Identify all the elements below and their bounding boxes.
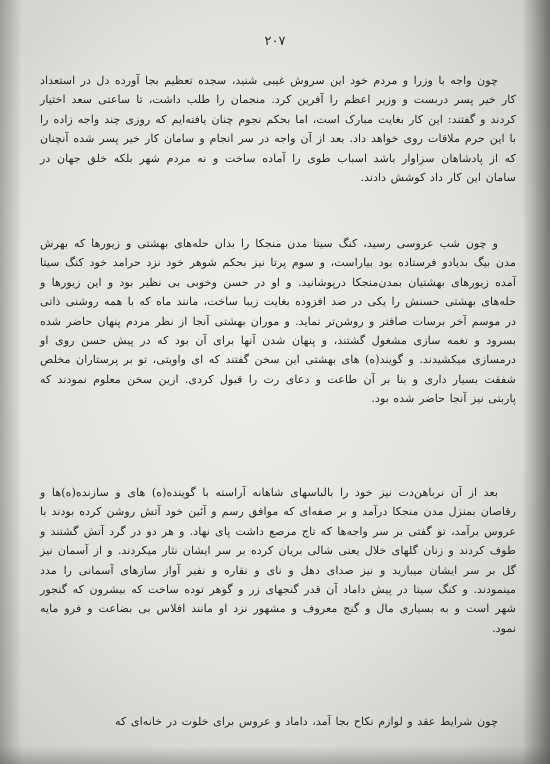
page-number: ۲۰۷ bbox=[264, 34, 286, 49]
paragraph-1-block bbox=[40, 71, 516, 187]
paragraph-2: و چون شب عروسی رسید، کنگ سیتا مدن منجکا را بدان حله‌های بهشتی و زیورها که بهرش مدن بیگ بدیادو فرستاده بود بیاراست، و سوم پرتا نیز بحکم شوهر خود نزد حرامد خود کنگ سیتا آمده زیورهای بهشتیان بمدن‌منجکا درپوشانید. و او در حسن وخوبی بی نظیر بود و این زیورها و حله‌های بهشتی حسنش را یکی در صد افزوده بغایت زیبا ساخت، مانند ماه که با همه روشنی ذاتی در موسم آخر برسات صافتر و روشن‌تر نماید. و موران بهشتی آنجا از نظر مردم پنهان حاضر شده بسرود و نغمه سازی مشغول گشتند، و پنهان شدن آنها برای آن بود که در پیش حسن روی او درمسازی میکشیدند. و گویند(ه) های بهشتی این سخن گفتند که ای واویتی، تو بر پرستاران مخلص شفقت بسیار داری و بنا بر آن طاعت و دعای رت را قبول کردی. ازین سخن معلوم نمودند که پاربتی نیز آنجا حاضر شده بود. bbox=[40, 237, 516, 406]
paragraph-3-block bbox=[40, 483, 516, 638]
paragraph-2-block bbox=[40, 234, 516, 409]
page-right-edge-shadow bbox=[522, 0, 550, 764]
paragraph-1: چون واجه با وزرا و مردم خود این سروش غیبی شنید، سجده تعظیم بجا آورده دل در استعداد کار خیر پسر دربست و وزیر اعظم را آفرین کرد. منجمان را طلب داشت، تا ساعتی سعد اختیار کردند و گفتند: این کار بغایت مبارک است، اما بحکم نجوم چنان یافته‌ایم که روزی چند واجه زاده را با این حرم ملاقات روی خواهد داد. بعد از آن واجه در سر انجام و سامان کار خیر پسر شده آنچنان که از پادشاهان سزاوار باشد اسباب طوی را آماده ساخت و نه مردم شهر بلکه خلق جهان در سامان این کار داد کوشش دادند. bbox=[40, 74, 516, 185]
paragraph-4: چون شرایط عقد و لوازم نکاح بجا آمد، داماد و عروس برای خلوت در خانه‌ای که bbox=[114, 715, 498, 728]
paragraph-4-block bbox=[40, 712, 516, 731]
page-bottom-edge-shadow bbox=[0, 746, 550, 764]
page-left-edge-shadow bbox=[0, 0, 22, 764]
paragraph-3: بعد از آن نرباهن‌دت نیز خود را بالباسهای شاهانه آراسته با گوینده(ه) های و سازنده(ه)ها و رقاصان بمنزل مدن منجکا درآمد و بر صفه‌ای که موافق رسم و آئین خود آتش روشن کرده بودند با عروس برآمد، تو گفتی بر سر واجه‌ها که تاج مرصع داشت پای نهاد. و هر دو در گرد آتش گشتند و طوف کردند و زنان گلهای خلال یعنی شالی بریان کرده بر سر ایشان نثار میکردند. و از آسمان نیز گل بر سر ایشان میبارید و نیز صدای دهل و نای و نقاره و نفیر آواز سازهای آسمانی را مدد مینمودند. و کنگ سیتا در پیش داماد آن قدر گنجهای زر و گوهر توده ساخت که بیشرون که گنجور شهر است و به بسیاری مال و گنج معروف و مشهور نزد او مانند افلاس بی بضاعت و فرو مایه نمود. bbox=[40, 486, 516, 635]
